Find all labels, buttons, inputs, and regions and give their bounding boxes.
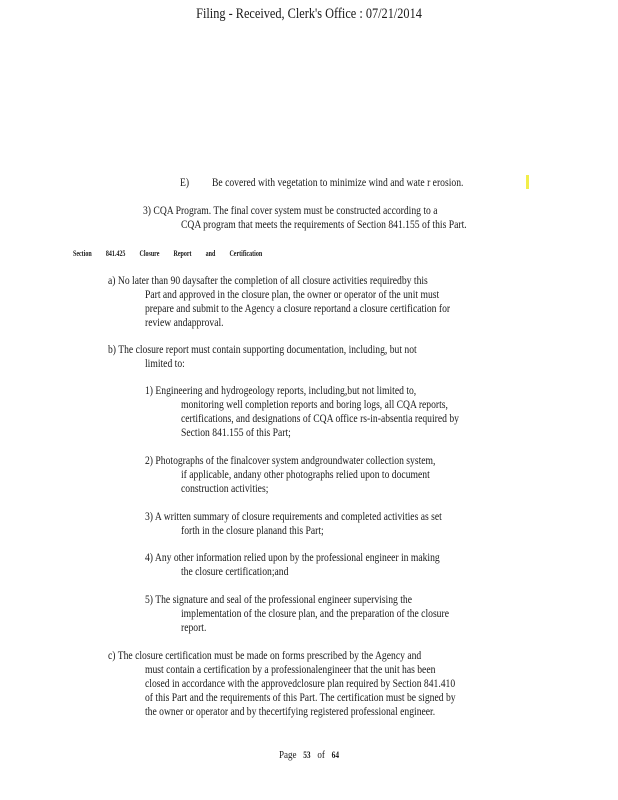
para-c-line-5: the owner or operator and by thecertifying registered professional engineer. [145, 706, 436, 718]
item-b1-line-2: monitoring well completion reports and boring logs, all CQA reports, [181, 399, 448, 411]
page-current: 53 [303, 750, 311, 760]
para-c-line-1: c) The closure certification must be made on forms prescribed by the Agency and [108, 650, 422, 662]
item-b5-line-1: 5) The signature and seal of the professional engineer supervising the [145, 594, 413, 606]
para-c-line-3: closed in accordance with the approvedclosure plan required by Section 841.410 [145, 678, 456, 690]
item-b2-line-1: 2) Photographs of the finalcover system andgroundwater collection system, [145, 455, 436, 467]
para-b-line-2: limited to: [145, 358, 185, 370]
page-of: of [317, 749, 325, 761]
item-b4-line-2: the closure certification;and [181, 566, 289, 578]
item-b1-line-1: 1) Engineering and hydrogeology reports, including,but not limited to, [145, 385, 417, 397]
item-b2-line-3: construction activities; [181, 483, 269, 495]
item-b3-line-2: forth in the closure planand this Part; [181, 525, 324, 537]
para-c-line-2: must contain a certification by a professionalengineer that the unit has been [145, 664, 436, 676]
page-total: 64 [331, 750, 340, 760]
page-prefix: Page [278, 749, 297, 761]
item-e-label: E) [180, 177, 190, 189]
item-b1-line-4: Section 841.155 of this Part; [181, 427, 291, 439]
item-e-text: Be covered with vegetation to minimize wind and wate r erosion. [212, 177, 464, 189]
section-heading: Section 841.425 Closure Report and Certification [73, 248, 263, 258]
item-3-line-2: CQA program that meets the requirements of Section 841.155 of this Part. [181, 219, 467, 231]
item-b4-line-1: 4) Any other information relied upon by the professional engineer in making [145, 552, 440, 564]
filing-header: Filing - Received, Clerk's Office : 07/21/2014 [196, 6, 422, 22]
item-b3-line-1: 3) A written summary of closure requirements and completed activities as set [145, 511, 442, 523]
highlight-mark [526, 175, 529, 189]
item-b1-line-3: certifications, and designations of CQA office rs-in-absentia required by [181, 413, 459, 425]
page-footer [56, 749, 563, 761]
item-b2-line-2: if applicable, andany other photographs relied upon to document [181, 469, 430, 481]
para-a-line-1: a) No later than 90 daysafter the completion of all closure activities requiredby this [108, 275, 428, 287]
para-a-line-4: review andapproval. [145, 317, 224, 329]
item-b5-line-3: report. [181, 622, 207, 634]
item-b5-line-2: implementation of the closure plan, and the preparation of the closure [181, 608, 449, 620]
item-3-line-1: 3) CQA Program. The final cover system must be constructed according to a [143, 205, 438, 217]
para-a-line-3: prepare and submit to the Agency a closure reportand a closure certification for [145, 303, 451, 315]
para-b-line-1: b) The closure report must contain supporting documentation, including, but not [108, 344, 417, 356]
para-a-line-2: Part and approved in the closure plan, the owner or operator of the unit must [145, 289, 440, 301]
para-c-line-4: of this Part and the requirements of this Part. The certification must be signed by [145, 692, 456, 704]
